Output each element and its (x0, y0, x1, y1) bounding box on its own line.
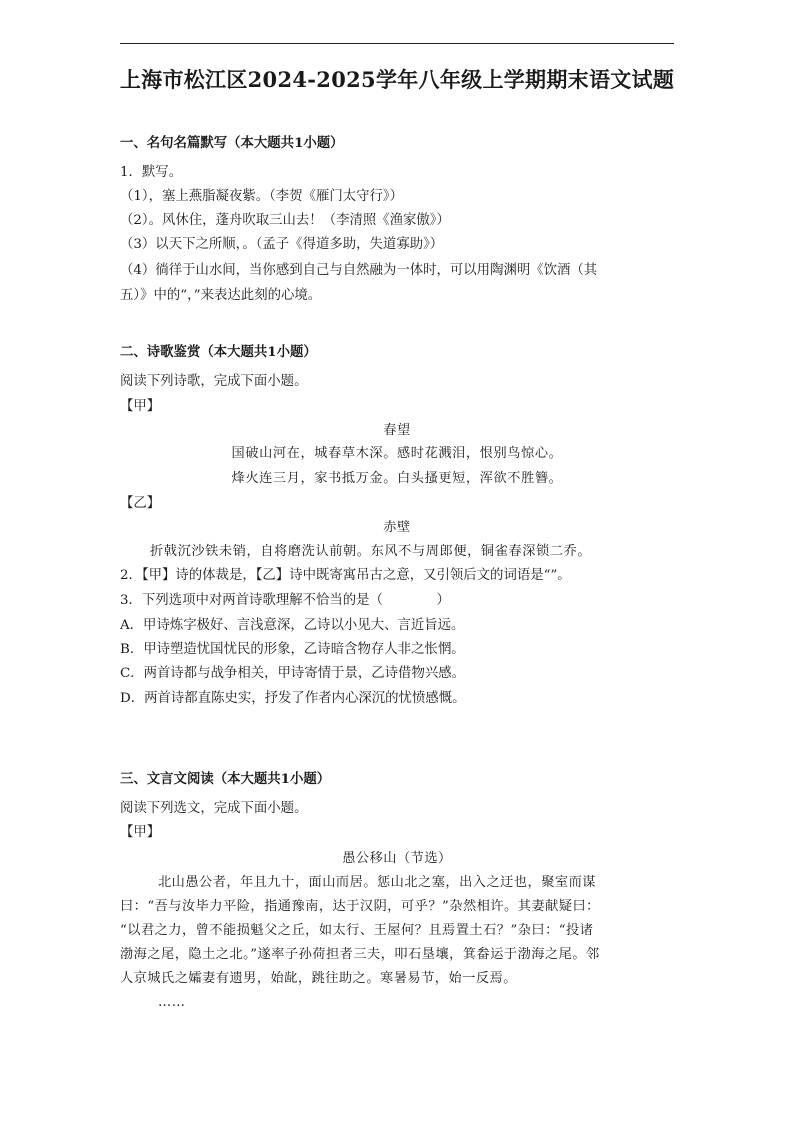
poem2-title: 赤壁 (383, 520, 411, 535)
label-jia-2: 【甲】 (120, 825, 161, 840)
page-title: 上海市松江区2024-2025学年八年级上学期期末语文试题 (119, 67, 675, 92)
option-b: B．甲诗塑造忧国忧民的形象，乙诗暗含物存人非之怅惘。 (120, 642, 465, 657)
section2-heading: 二、诗歌鉴赏（本大题共1小题） (120, 344, 317, 360)
section2-intro: 阅读下列诗歌，完成下面小题。 (120, 374, 308, 389)
option-c: C．两首诗都与战争相关，甲诗寄情于景，乙诗借物兴感。 (120, 666, 466, 681)
header-rule (120, 43, 674, 44)
passage-line-5: 人京城氏之孀妻有遗男，始龀，跳往助之。寒暑易节，始一反焉。 (120, 971, 517, 986)
passage-line-3: “以君之力，曾不能损魁父之丘，如太行、王屋何？且焉置土石？”杂曰：“投诸 (120, 923, 594, 938)
label-jia: 【甲】 (120, 399, 161, 414)
passage-line-1: 北山愚公者，年且九十，面山而居。惩山北之塞，出入之迂也，聚室而谋 (158, 875, 596, 890)
section3-intro: 阅读下列选文，完成下面小题。 (120, 801, 308, 816)
question-3: 3．下列选项中对两首诗歌理解不恰当的是（ ） (120, 593, 450, 608)
question-1-item-4-cont: 五）》中的“，”来表达此刻的心境。 (120, 288, 322, 303)
passage-line-4: 渤海之尾，隐土之北。”遂率子孙荷担者三夫，叩石垦壤，箕畚运于渤海之尾。邻 (120, 947, 600, 962)
label-yi: 【乙】 (120, 496, 161, 511)
passage-ellipsis: …… (158, 995, 186, 1010)
poem1-line-2: 烽火连三月，家书抵万金。白头搔更短，浑欲不胜簪。 (231, 471, 563, 486)
option-d: D．两首诗都直陈史实，抒发了作者内心深沉的忧愤感慨。 (120, 691, 466, 706)
question-1-stem: 1．默写。 (120, 165, 183, 180)
section3-heading: 三、文言文阅读（本大题共1小题） (120, 771, 331, 787)
passage-title: 愚公移山（节选） (342, 851, 452, 866)
question-1-item-3: （3）以天下之所顺，。（孟子《得道多助，失道寡助》） (120, 237, 444, 252)
question-2: 2．【甲】诗的体裁是，【乙】诗中既寄寓吊古之意，又引领后文的词语是“”。 (120, 568, 571, 583)
question-1-item-2: （2）。风休住，蓬舟吹取三山去！（李清照《渔家傲》） (120, 213, 450, 228)
poem1-title: 春望 (383, 423, 411, 438)
poem1-line-1: 国破山河在，城春草木深。感时花溅泪，恨别鸟惊心。 (231, 446, 563, 461)
passage-line-2: 曰：“吾与汝毕力平险，指通豫南，达于汉阴，可乎？”杂然相许。其妻献疑曰： (120, 899, 600, 914)
question-1-item-1: （1），塞上燕脂凝夜紫。（李贺《雁门太守行》） (120, 189, 404, 204)
section1-heading: 一、名句名篇默写（本大题共1小题） (120, 135, 344, 151)
question-1-item-4: （4）徜徉于山水间，当你感到自己与自然融为一体时，可以用陶渊明《饮酒（其 (120, 263, 598, 278)
poem2-line: 折戟沉沙铁未销，自将磨洗认前朝。东风不与周郎便，铜雀春深锁二乔。 (150, 544, 592, 559)
option-a: A．甲诗炼字极好、言浅意深，乙诗以小见大、言近旨远。 (120, 618, 465, 633)
